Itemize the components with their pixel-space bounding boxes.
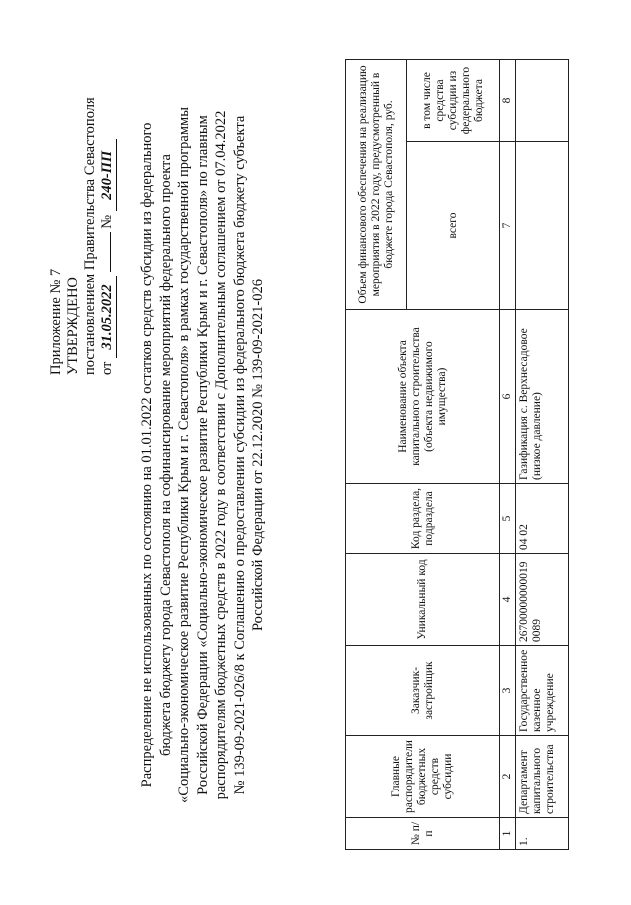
document-heading — [138, 65, 268, 845]
column-number-row — [500, 60, 516, 850]
header-federal-subsidy: в том числе средства субсидии из федерального бюджета — [407, 60, 500, 142]
row-federal-subsidy — [516, 60, 569, 142]
appendix-label: Приложение № 7 — [48, 268, 64, 375]
column-number: 2 — [500, 736, 516, 818]
column-number: 1 — [500, 818, 516, 850]
column-number: 7 — [500, 142, 516, 310]
heading-line: бюджета бюджету города Севастополя на софинансирование мероприятий федерального проекта — [157, 154, 174, 757]
heading-line: Распределение не использованных по состоянию на 01.01.2022 остатков средств субсидии из федерального — [139, 122, 155, 788]
heading-line: Российской Федерации «Социально-экономическое развитие Республики Крым и г. Севастополя» по главным — [194, 115, 211, 795]
date-prefix: от — [99, 361, 115, 375]
approved-label: УТВЕРЖДЕНО — [65, 277, 81, 375]
header-object-name: Наименование объекта капитального строительства (объекта недвижимого имущества) — [346, 310, 500, 484]
resolution-label: постановлением Правительства Севастополя — [82, 97, 98, 375]
column-number: 6 — [500, 310, 516, 484]
row-total — [516, 142, 569, 310]
row-unique-code: 267000000000190089 — [516, 554, 569, 646]
heading-line: Российской Федерации от 22.12.2020 № 139-09-2021-026 — [250, 278, 266, 632]
distribution-table — [345, 59, 569, 850]
row-number: 1. — [516, 818, 569, 850]
table-row — [516, 60, 569, 850]
resolution-number: 240-ПП — [99, 139, 117, 211]
column-number: 5 — [500, 484, 516, 554]
row-object-name: Газификация с. Верхнесадовое (низкое давление) — [516, 310, 569, 484]
row-developer: Государственное казенное учреждение — [516, 646, 569, 736]
column-number: 3 — [500, 646, 516, 736]
resolution-date-number-line — [99, 15, 117, 375]
header-section-code: Код раздела, подраздела — [346, 484, 500, 554]
header-total: всего — [407, 142, 500, 310]
heading-line: «Социально-экономическое развитие Республики Крым и г. Севастополя» в рамках государственной программы — [176, 107, 192, 803]
header-funding-volume: Объем финансового обеспечения на реализацию мероприятия в 2022 году, предусмотренный в бюджете города Севастополя, руб. — [346, 60, 407, 310]
row-section-code: 04 02 — [516, 484, 569, 554]
heading-line: № 139-09-2021-026/8 к Соглашению о предоставлении субсидии из федерального бюджета бюджету субъекта — [231, 115, 248, 795]
header-num: № п/п — [346, 818, 500, 850]
number-prefix: № — [99, 214, 115, 229]
heading-line: распорядителям бюджетных средств в 2022 году в соответствии с Дополнительным соглашением от 07.04.2022 — [213, 110, 229, 800]
header-managers: Главные распорядители бюджетных средств субсидии — [346, 736, 500, 818]
column-number: 8 — [500, 60, 516, 142]
row-manager: Департамент капитального строительства — [516, 736, 569, 818]
header-developer: Заказчик-застройщик — [346, 646, 500, 736]
header-unique-code: Уникальный код — [346, 554, 500, 646]
approval-block — [48, 15, 117, 375]
column-number: 4 — [500, 554, 516, 646]
resolution-date: 31.05.2022 — [99, 276, 117, 358]
